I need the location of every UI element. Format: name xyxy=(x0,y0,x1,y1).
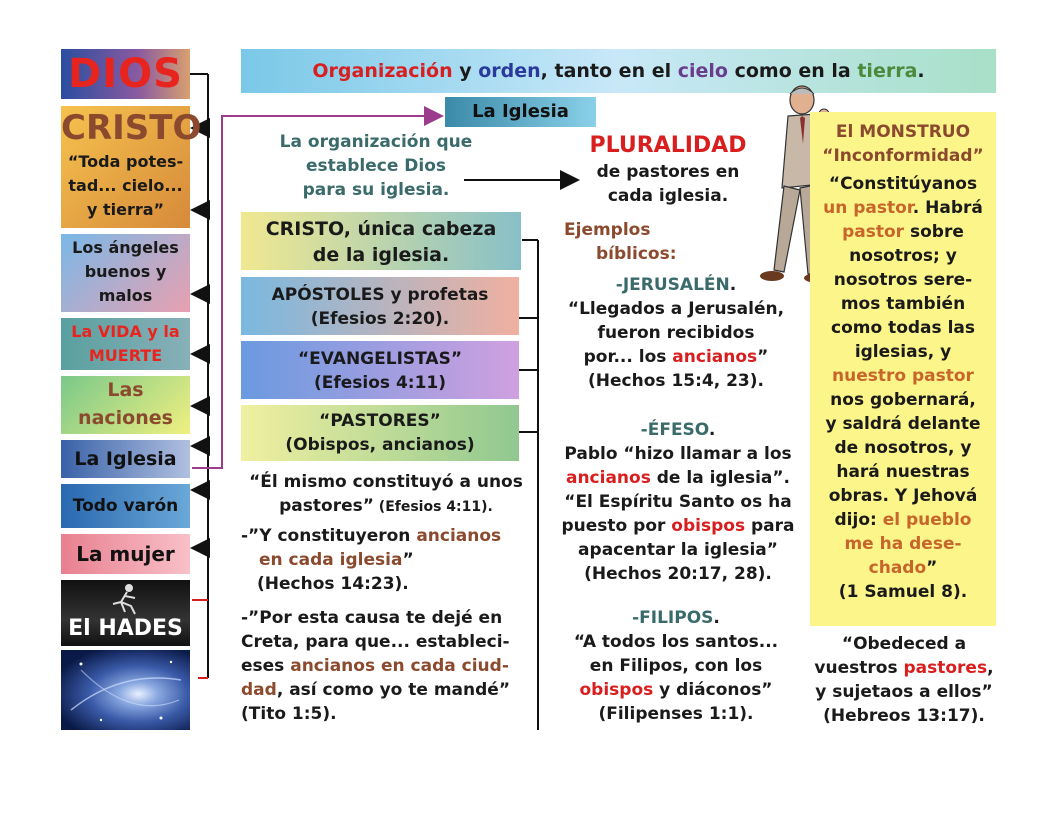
monstruo-line: de nosotros, y xyxy=(834,438,972,458)
mujer-label: La mujer xyxy=(76,542,175,566)
example-title: -FILIPOS xyxy=(632,608,714,628)
quote-line-wrap xyxy=(241,548,541,572)
quote-line: “Él mismo constituyó a unos xyxy=(249,472,523,492)
example-line: puesto por xyxy=(561,516,672,536)
efeso-block xyxy=(550,418,806,586)
pluralidad-line: cada iglesia. xyxy=(607,186,729,206)
quote-highlight: dad xyxy=(241,680,277,700)
monstruo-line: dijo: xyxy=(834,510,883,530)
hebreos-highlight: pastores xyxy=(903,658,988,678)
quote-line: -”Por esta causa te dejé en xyxy=(241,608,503,628)
example-dot: . xyxy=(713,608,720,628)
pluralidad-title: PLURALIDAD xyxy=(589,133,747,158)
quote-line-wrap xyxy=(236,494,536,519)
vida-line: La VIDA y la xyxy=(71,322,180,341)
angeles-line: Los ángeles xyxy=(72,238,179,257)
pastores-line: “PASTORES” xyxy=(319,411,441,431)
evangelistas-line: “EVANGELISTAS” xyxy=(298,349,462,369)
monstruo-highlight: nuestro pastor xyxy=(832,366,974,386)
ejemplos-line: Ejemplos xyxy=(564,220,651,240)
pastores-box xyxy=(241,405,519,461)
sidebar-cristo xyxy=(61,106,202,228)
org-line: establece Dios xyxy=(305,156,447,176)
monstruo-line: obras. Y Jehová xyxy=(828,486,978,506)
example-line-wrap xyxy=(550,678,802,702)
banner-text xyxy=(312,60,924,82)
quote-ref: (Hechos 14:23). xyxy=(257,574,409,594)
ejemplos-title xyxy=(564,218,714,266)
monstruo-line: hará nuestras xyxy=(836,462,970,482)
example-line-wrap xyxy=(550,514,806,538)
example-title-wrap xyxy=(550,418,806,442)
cristo-quote-line: y tierra” xyxy=(86,200,165,219)
quote-highlight: ancianos xyxy=(416,526,502,546)
monstruo-line: nosotros; y xyxy=(849,246,957,266)
example-ref: (Hechos 15:4, 23). xyxy=(588,371,764,391)
monstruo-line: mos también xyxy=(840,294,966,314)
evangelistas-line: (Efesios 4:11) xyxy=(313,373,447,393)
monstruo-highlight: un pastor xyxy=(823,198,913,218)
organization-text xyxy=(258,130,494,202)
example-line: Pablo “hizo llamar a los xyxy=(564,444,792,464)
hebreos-line: vuestros xyxy=(814,658,904,678)
cristo-quote-line: “Toda potes- xyxy=(67,152,184,171)
pastores-line: (Obispos, ancianos) xyxy=(285,435,475,455)
monstruo-line: “Constitúyanos xyxy=(828,174,978,194)
pluralidad-line: de pastores en xyxy=(596,162,740,182)
quote-line: Creta, para que... estableci- xyxy=(241,632,510,652)
quote-line: pastores” xyxy=(279,496,374,516)
monstruo-title: El MONSTRUO xyxy=(835,122,971,142)
org-line: La organización que xyxy=(279,132,473,152)
monstruo-line-wrap xyxy=(810,556,996,580)
sidebar-galaxy xyxy=(61,650,190,730)
sidebar-dios xyxy=(61,49,190,99)
naciones-line: Las xyxy=(107,379,144,401)
ejemplos-line: bíblicos: xyxy=(596,244,677,264)
example-line: para xyxy=(745,516,795,536)
quote-line: -”Y constituyeron xyxy=(241,526,417,546)
cristo-cabeza-line: de la iglesia. xyxy=(312,244,450,266)
quote-line-wrap xyxy=(241,524,541,548)
cristo-cabeza-box xyxy=(241,212,521,270)
monstruo-line: ” xyxy=(926,558,938,578)
monstruo-line: como todas las xyxy=(831,318,975,338)
quote-line: , así como yo te mandé” xyxy=(276,680,511,700)
example-line: “Llegados a Jerusalén, xyxy=(567,299,785,319)
pluralidad-block xyxy=(578,132,758,208)
sidebar-iglesia xyxy=(61,440,190,478)
example-line: en Filipos, con los xyxy=(589,656,763,676)
example-line-wrap xyxy=(550,466,806,490)
example-dot: . xyxy=(708,420,716,440)
monstruo-title: “Inconformidad” xyxy=(822,146,984,166)
apostoles-line: APÓSTOLES y profetas xyxy=(271,285,489,305)
quote-line: ” xyxy=(402,550,414,570)
varon-label: Todo varón xyxy=(72,496,179,516)
hebreos-line: , xyxy=(987,658,994,678)
monstruo-line: y saldrá delante xyxy=(825,414,981,434)
filipos-block xyxy=(550,606,802,726)
monstruo-line-wrap xyxy=(810,220,996,244)
cristo-quote-line: tad... cielo... xyxy=(68,176,183,195)
hebreos-block xyxy=(804,632,1004,728)
monstruo-line: sobre xyxy=(904,222,964,242)
monstruo-line: iglesias, y xyxy=(854,342,952,362)
sidebar-varon xyxy=(61,484,190,528)
example-highlight: obispos xyxy=(579,680,654,700)
monstruo-highlight: me ha dese- xyxy=(844,534,962,554)
quote-highlight: ancianos en cada ciud- xyxy=(290,656,509,676)
cristo-cabeza-line: CRISTO, única cabeza xyxy=(265,218,497,240)
example-highlight: obispos xyxy=(671,516,746,536)
angeles-line: buenos y xyxy=(84,262,167,281)
quote-tito xyxy=(241,606,541,726)
monstruo-highlight: pastor xyxy=(842,222,905,242)
vida-line: MUERTE xyxy=(88,346,163,365)
example-line: apacentar la iglesia” xyxy=(578,540,778,560)
banner-word: orden xyxy=(478,60,541,82)
sidebar-vida xyxy=(61,318,190,370)
banner-word: , tanto en el xyxy=(540,60,678,82)
monstruo-line-wrap xyxy=(810,508,996,532)
example-line: por... los xyxy=(583,347,673,367)
example-ref: (Hechos 20:17, 28). xyxy=(584,564,772,584)
galaxy-image xyxy=(61,650,190,730)
banner-word: y xyxy=(452,60,479,82)
example-line-wrap xyxy=(550,345,802,369)
monstruo-line: nosotros sere- xyxy=(833,270,973,290)
running-figure-icon xyxy=(105,582,145,616)
hades-label: El HADES xyxy=(68,616,183,641)
org-line: para su iglesia. xyxy=(302,180,450,200)
naciones-line: naciones xyxy=(78,407,173,429)
monstruo-ref: (1 Samuel 8). xyxy=(838,582,968,602)
hebreos-line-wrap xyxy=(804,656,1004,680)
example-line: de la iglesia”. xyxy=(650,468,790,488)
quote-ref: (Tito 1:5). xyxy=(241,704,337,724)
sidebar-angeles xyxy=(61,234,190,312)
hebreos-line: y sujetaos a ellos” xyxy=(815,682,993,702)
quote-efesios xyxy=(236,470,536,519)
sidebar-mujer xyxy=(61,534,190,574)
example-ref: (Filipenses 1:1). xyxy=(598,704,754,724)
example-title-wrap xyxy=(550,606,802,630)
quote-highlight: en cada iglesia xyxy=(259,550,403,570)
quote-ref: (Efesios 4:11). xyxy=(373,499,493,515)
banner-word: cielo xyxy=(677,60,728,82)
example-title: -ÉFESO xyxy=(640,420,709,440)
example-line: “A todos los santos... xyxy=(573,632,779,652)
monstruo-highlight: chado xyxy=(868,558,927,578)
monstruo-box xyxy=(810,112,996,626)
example-line: fueron recibidos xyxy=(597,323,755,343)
sidebar-hades xyxy=(61,580,190,646)
example-title: -JERUSALÉN xyxy=(615,275,730,295)
banner-word: . xyxy=(917,60,925,82)
example-line: “El Espíritu Santo os ha xyxy=(564,492,792,512)
angeles-line: malos xyxy=(98,286,153,305)
quote-line-wrap xyxy=(241,654,541,678)
hebreos-line: “Obedeced a xyxy=(841,634,967,654)
example-line: ” xyxy=(757,347,769,367)
iglesia-header xyxy=(445,97,596,127)
example-line: y diáconos” xyxy=(653,680,773,700)
iglesia-header-label: La Iglesia xyxy=(472,101,569,122)
sidebar-naciones xyxy=(61,376,190,434)
monstruo-line: . Habrá xyxy=(912,198,983,218)
quote-line: eses xyxy=(241,656,291,676)
monstruo-highlight: el pueblo xyxy=(882,510,972,530)
quote-hechos-14 xyxy=(241,524,541,596)
example-dot: . xyxy=(729,275,737,295)
hebreos-ref: (Hebreos 13:17). xyxy=(823,706,985,726)
monstruo-line: nos gobernará, xyxy=(830,390,976,410)
cristo-label: CRISTO xyxy=(61,108,202,148)
iglesia-label: La Iglesia xyxy=(74,448,177,470)
banner-word: tierra xyxy=(857,60,918,82)
banner-word: Organización xyxy=(312,60,453,82)
monstruo-line-wrap xyxy=(810,196,996,220)
top-banner xyxy=(241,49,996,93)
evangelistas-box xyxy=(241,341,519,399)
example-highlight: ancianos xyxy=(565,468,651,488)
apostoles-line: (Efesios 2:20). xyxy=(310,309,450,329)
banner-word: como en la xyxy=(727,60,858,82)
quote-line-wrap xyxy=(241,678,541,702)
dios-label: DIOS xyxy=(68,51,183,97)
apostoles-box xyxy=(241,277,519,335)
example-highlight: ancianos xyxy=(672,347,758,367)
